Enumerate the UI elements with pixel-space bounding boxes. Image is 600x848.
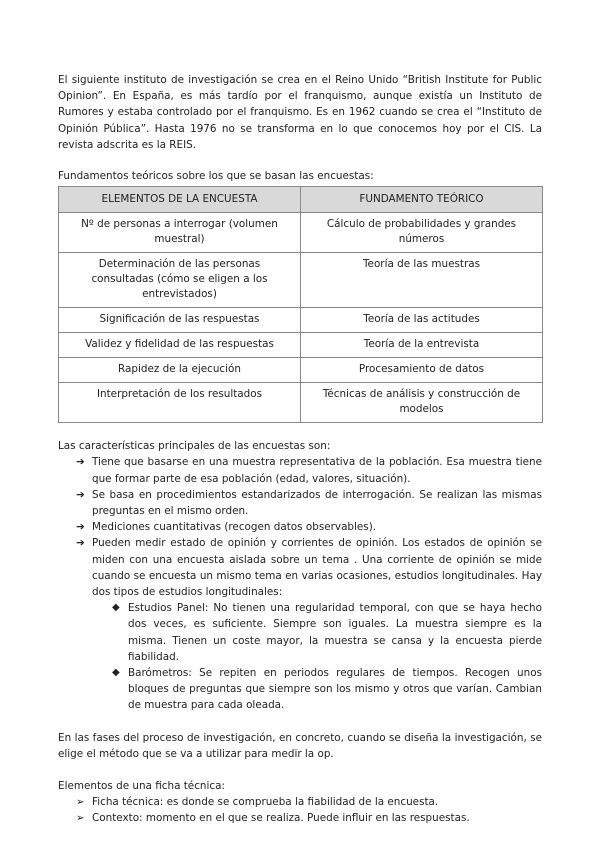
phases-paragraph: En las fases del proceso de investigación, en concreto, cuando se diseña la investigación, se elige el método que se va a utilizar para medir la op. xyxy=(58,731,542,760)
table-header-elements: ELEMENTOS DE LA ENCUESTA xyxy=(59,187,301,213)
ficha-list xyxy=(58,794,542,826)
table-cell: Validez y fidelidad de las respuestas xyxy=(59,333,301,358)
ficha-intro: Elementos de una ficha técnica: xyxy=(58,780,225,793)
list-item-text: Se basa en procedimientos estandarizados de interrogación. Se realizan las mismas preguntas en el mismo orden. xyxy=(92,488,542,518)
arrow-icon: ➔ xyxy=(76,456,85,469)
table-header-row xyxy=(59,187,543,213)
arrow-icon: ➔ xyxy=(76,537,85,550)
table-cell: Teoría de la entrevista xyxy=(301,333,543,358)
list-item xyxy=(58,535,542,713)
list-item-text: Pueden medir estado de opinión y corrientes de opinión. Los estados de opinión se miden con una encuesta aislada sobre un tema . Una corriente de opinión se mide cuando se encuesta un mismo tema en varias ocasiones, estudios longitudinales. Hay dos tipos de estudios longitudinales: xyxy=(92,537,542,599)
characteristics-list xyxy=(58,454,542,713)
table-cell: Cálculo de probabilidades y grandes números xyxy=(301,213,543,253)
longitudinal-types-list xyxy=(92,600,542,713)
document-page xyxy=(58,72,542,827)
intro-paragraph: El siguiente instituto de investigación se crea en el Reino Unido “British Institute for Public Opinion”. En España, es más tardío por el franquismo, aunque existía un Instituto de Rumores y estaba controlado por el franquismo. Es en 1962 cuando se crea el “Instituto de Opinión Pública”. Hasta 1976 no se transforma en lo que conocemos hoy por el CIS. La revista adscrita es la REIS. xyxy=(58,74,542,151)
table-row xyxy=(59,358,543,383)
table-intro: Fundamentos teóricos sobre los que se basan las encuestas: xyxy=(58,170,374,183)
table-header-foundation: FUNDAMENTO TEÓRICO xyxy=(301,187,543,213)
table-row xyxy=(59,253,543,308)
table-cell: Interpretación de los resultados xyxy=(59,383,301,423)
survey-foundations-table xyxy=(58,186,543,423)
table-cell: Teoría de las muestras xyxy=(301,253,543,308)
table-row xyxy=(59,333,543,358)
arrow-icon: ➔ xyxy=(76,521,85,534)
list-item-text: Ficha técnica: es donde se comprueba la fiabilidad de la encuesta. xyxy=(92,796,439,809)
characteristics-intro: Las características principales de las encuestas son: xyxy=(58,440,331,453)
list-item-text: Tiene que basarse en una muestra representativa de la población. Esa muestra tiene que formar parte de esa población (edad, valores, situación). xyxy=(92,456,542,485)
list-item xyxy=(58,810,542,826)
table-cell: Técnicas de análisis y construcción de modelos xyxy=(301,383,543,423)
diamond-icon: ◆ xyxy=(112,602,120,614)
diamond-icon: ◆ xyxy=(112,667,120,679)
list-item-text: Barómetros: Se repiten en periodos regulares de tiempos. Recogen unos bloques de preguntas que siempre son los mismo y otros que varían. Cambian de muestra para cada oleada. xyxy=(128,667,542,712)
list-item xyxy=(92,600,542,665)
list-item xyxy=(58,487,542,519)
list-item xyxy=(58,454,542,486)
table-cell: Significación de las respuestas xyxy=(59,308,301,333)
chevron-arrow-icon: ➢ xyxy=(76,796,85,809)
table-cell: Determinación de las personas consultadas (cómo se eligen a los entrevistados) xyxy=(59,253,301,308)
table-cell: Rapidez de la ejecución xyxy=(59,358,301,383)
list-item xyxy=(92,665,542,714)
table-cell: Nº de personas a interrogar (volumen muestral) xyxy=(59,213,301,253)
table-row xyxy=(59,308,543,333)
list-item-text: Mediciones cuantitativas (recogen datos observables). xyxy=(92,521,377,534)
table-row xyxy=(59,383,543,423)
list-item-text: Estudios Panel: No tienen una regularidad temporal, con que se haya hecho dos veces, es suficiente. Siempre son iguales. La muestra siempre es la misma. Tienen un coste mayor, la muestra se cansa y la encuesta pierde fiabilidad. xyxy=(128,602,542,663)
list-item xyxy=(58,519,542,535)
table-cell: Procesamiento de datos xyxy=(301,358,543,383)
arrow-icon: ➔ xyxy=(76,488,85,501)
list-item-text: Contexto: momento en el que se realiza. Puede influir en las respuestas. xyxy=(92,812,470,825)
table-row xyxy=(59,213,543,253)
table-cell: Teoría de las actitudes xyxy=(301,308,543,333)
chevron-arrow-icon: ➢ xyxy=(76,812,85,825)
list-item xyxy=(58,794,542,810)
